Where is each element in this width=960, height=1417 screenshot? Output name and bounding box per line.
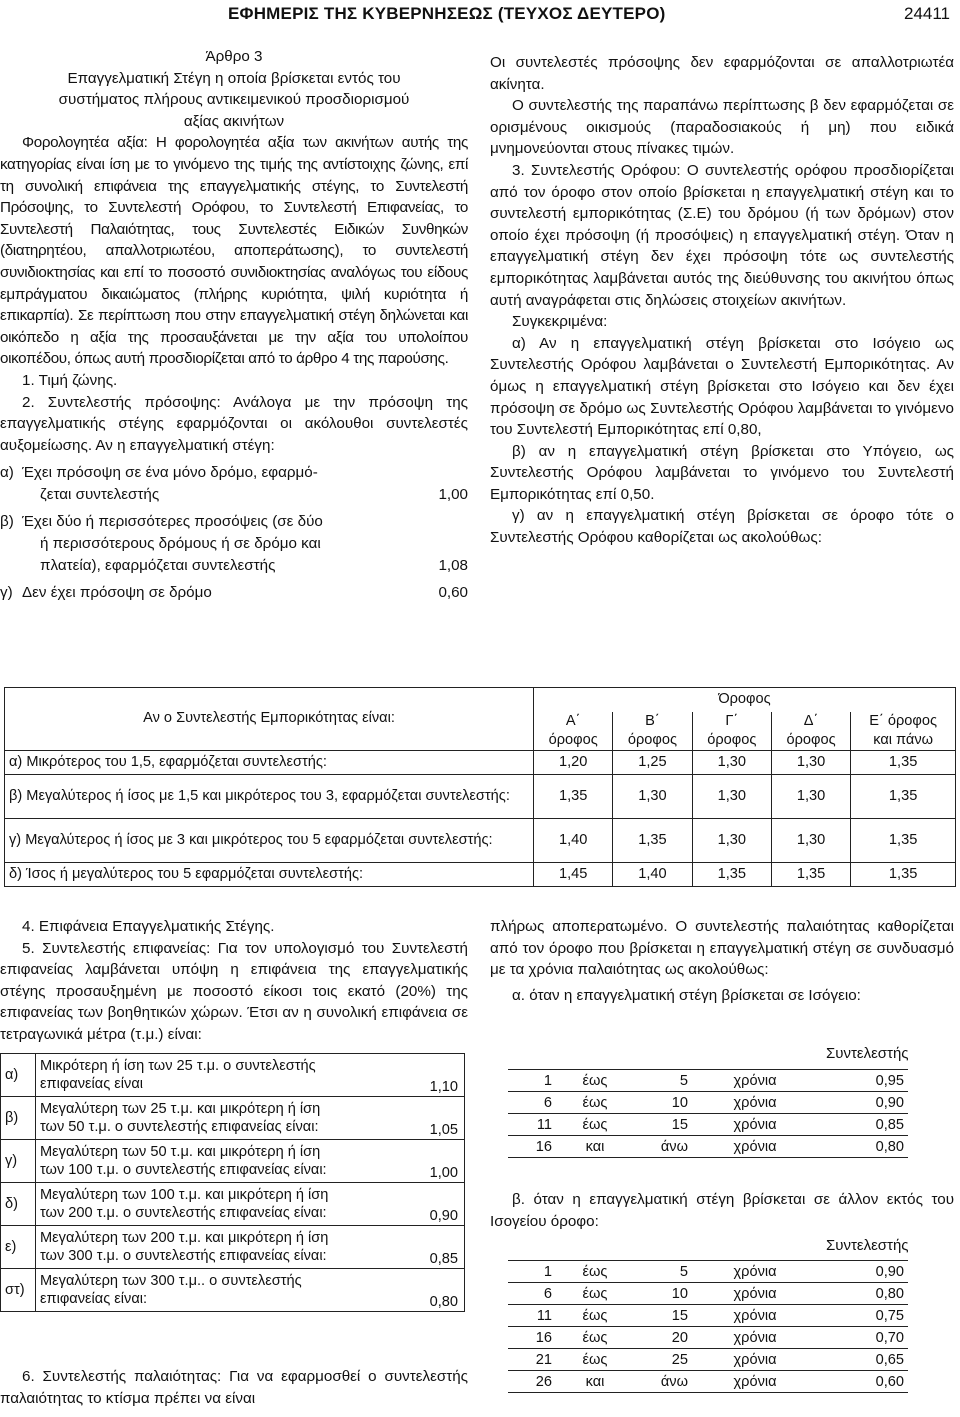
table-cell: 1,45	[534, 862, 613, 886]
article-heading: Άρθρο 3	[205, 48, 263, 65]
table-cell: 1,35	[851, 774, 956, 818]
row-label: δ) Ίσος ή μεγαλύτερος του 5 εφαρμόζεται συντελεστής:	[5, 862, 534, 886]
row-label: γ) Μεγαλύτερος ή ίσος με 3 και μικρότερος του 5 εφαρμόζεται συντελεστής:	[5, 818, 534, 862]
paragraph: Ο συντελεστής της παραπάνω περίπτωσης β δεν εφαρμόζεται σε ορισμένους οικισμούς (παραδοσιακούς ή μη) που ειδικά μνημονεύονται στους πίνακες τιμών.	[490, 97, 954, 158]
floor-coefficient-table	[4, 687, 956, 887]
left-column-top	[0, 46, 468, 604]
coefficient-label: Συντελεστής	[826, 1237, 909, 1254]
table-row	[1, 1269, 465, 1312]
table-cell: 1,30	[771, 774, 850, 818]
frontage-list	[0, 462, 468, 604]
table-row: 6 έως 10 χρόνια 0,90	[508, 1092, 908, 1114]
row-value: 1,10	[414, 1054, 465, 1097]
table-row: 16 και άνω χρόνια 0,80	[508, 1136, 908, 1158]
item-2: 2. Συντελεστής πρόσοψης: Ανάλογα με την πρόσοψη της επαγγελματικής στέγης εφαρμόζονται οι ακόλουθοι συντελεστές αυξομείωσης. Αν η επαγγελματική στέγη:	[0, 393, 468, 454]
item-mark: β)	[0, 513, 14, 531]
row-text: Μεγαλύτερη των 300 τ.μ.. ο συντελεστής	[40, 1273, 302, 1289]
gazette-title: ΕΦΗΜΕΡΙΣ ΤΗΣ ΚΥΒΕΡΝΗΣΕΩΣ (ΤΕΥΧΟΣ ΔΕΥΤΕΡΟ)	[228, 4, 666, 23]
paragraph: Συγκεκριμένα:	[512, 313, 608, 331]
item-text: ζεται συντελεστής	[40, 485, 160, 503]
table-cell: 1,35	[771, 862, 850, 886]
age-table-upper	[508, 1260, 908, 1393]
table-row	[5, 750, 956, 774]
table-row: 1 έως 5 χρόνια 0,90	[508, 1261, 908, 1283]
row-value: 0,85	[414, 1226, 465, 1269]
frontage-item-b	[0, 511, 468, 576]
table-cell: 1,30	[771, 818, 850, 862]
article-subtitle-1: Επαγγελματική Στέγη η οποία βρίσκεται εντός του	[67, 69, 401, 87]
item-6: 6. Συντελεστής παλαιότητας: Για να εφαρμοσθεί ο συντελεστής παλαιότητας το κτίσμα πρέπει να είναι	[0, 1368, 468, 1407]
table-row	[1, 1140, 465, 1183]
item-value: 1,08	[438, 556, 468, 574]
row-mark: α)	[1, 1054, 36, 1097]
row-text: των 200 τ.μ. ο συντελεστής επιφανείας είναι:	[40, 1205, 327, 1221]
row-text: Μεγαλύτερη των 100 τ.μ. και μικρότερη ή ίση	[40, 1187, 329, 1203]
table-row	[1, 1097, 465, 1140]
table-cell: 1,30	[692, 774, 771, 818]
table-row: 16 έως 20 χρόνια 0,70	[508, 1327, 908, 1349]
row-value: 1,05	[414, 1097, 465, 1140]
item-value: 0,60	[438, 584, 468, 602]
table-cell: 1,35	[851, 862, 956, 886]
row-text: Μεγαλύτερη των 200 τ.μ. και μικρότερη ή ίση	[40, 1230, 329, 1246]
article-subtitle-3: αξίας ακινήτων	[183, 112, 285, 130]
item-mark: γ)	[0, 584, 13, 602]
age-table-ground	[508, 1069, 908, 1158]
right-column-bottom	[490, 916, 954, 1006]
row-label: β) Μεγαλύτερος ή ίσος με 1,5 και μικρότερος του 3, εφαρμόζεται συντελεστής:	[5, 774, 534, 818]
row-mark: δ)	[1, 1183, 36, 1226]
taxable-value-paragraph: Φορολογητέα αξία: Η φορολογητέα αξία των ακινήτων αυτής της κατηγορίας είναι ίση με το γινόμενο της τιμής της αντίστοιχης ζώνης, επί τη συνολική επιφάνεια της επαγγελματικής στέγης, το Συντελεστή Πρόσοψης, το Συντελεστή Ορόφου, το Συντελεστή Επιφανείας, το Συντελεστή Παλαιότητας, τους Συντελεστές Ειδικών Συνθηκών (διατηρητέου, απαλλοτριωτέου, αποπεράτωσης), το συντελεστή συνιδιοκτησίας και επί το ποσοστό συνιδιοκτησίας αναλόγως του είδους εμπράγματου δικαιώματος (πλήρης κυριότητα, ψιλή κυριότητα ή επικαρπία). Σε περίπτωση που στην επαγγελματική στέγη δηλώνεται και οικόπεδο η αξία της προσαυξάνεται με την αξία του υπολοίπου οικοπέδου, όπως αυτή προσδιορίζεται από το άρθρο 4 της παρούσης.	[0, 134, 468, 368]
item-5: 5. Συντελεστής επιφανείας: Για τον υπολογισμό του Συντελεστή επιφανείας λαμβάνεται υπόψη η επιφάνεια της επαγγελματικής στέγης προσαυξημένη με ποσοστό είκοσι τοις εκατό (20%) της επιφανείας των βοηθητικών χώρων. Έτσι αν η συνολική επιφάνεια σε τετραγωνικά μέτρα (τ.μ.) είναι:	[0, 939, 468, 1043]
paragraph: πλήρως αποπερατωμένο. Ο συντελεστής παλαιότητας καθορίζεται από τον όροφο που βρίσκεται η επαγγελματική στέγη σε συνδυασμό με τα χρόνια παλαιότητας ως ακολούθως:	[490, 918, 954, 979]
table-cell: 1,35	[534, 774, 613, 818]
paragraph: γ) αν η επαγγελματική στέγη βρίσκεται σε όροφο τότε ο Συντελεστής Ορόφου καθορίζεται ως ακολούθως:	[490, 507, 954, 547]
table-cell: 1,35	[851, 750, 956, 774]
table-cell: 1,20	[534, 750, 613, 774]
table-cell: 1,35	[692, 862, 771, 886]
paragraph: α) Αν η επαγγελματική στέγη βρίσκεται στο Ισόγειο ως Συντελεστής Ορόφου λαμβάνεται ο Συντελεστή Εμπορικότητας. Αν όμως η επαγγελματική στέγη βρίσκεται στο Ισόγειο και δεν έχει πρόσοψη σε δρόμο ως Συντελεστής Ορόφου λαμβάνεται το γινόμενο του Συντελεστή Εμπορικότητας επί 0,80,	[490, 334, 954, 439]
item-text: ή περισσότερους δρόμους ή σε δρόμο και	[40, 535, 321, 553]
row-text: Μεγαλύτερη των 25 τ.μ. και μικρότερη ή ίση	[40, 1101, 321, 1117]
table-cell: 1,40	[613, 862, 692, 886]
table-cell: 1,30	[771, 750, 850, 774]
table-cell: 1,40	[534, 818, 613, 862]
table-row	[5, 818, 956, 862]
table-cell: 1,30	[613, 774, 692, 818]
table-row: 1 έως 5 χρόνια 0,95	[508, 1070, 908, 1092]
row-value: 1,00	[414, 1140, 465, 1183]
table-row	[5, 862, 956, 886]
ground-floor-title: α. όταν η επαγγελματική στέγη βρίσκεται σε Ισόγειο:	[512, 986, 861, 1004]
row-text: των 300 τ.μ. ο συντελεστής επιφανείας είναι:	[40, 1248, 327, 1264]
table-cell: 1,30	[692, 818, 771, 862]
item-1: 1. Τιμή ζώνης.	[22, 371, 118, 389]
row-text: επιφανείας είναι	[40, 1076, 144, 1092]
column-header: Α΄ όροφος	[534, 712, 613, 751]
table-row: 11 έως 15 χρόνια 0,85	[508, 1114, 908, 1136]
right-column-top	[490, 52, 954, 549]
table-row	[1, 1054, 465, 1097]
left-column-footer	[0, 1366, 468, 1409]
paragraph: Οι συντελεστές πρόσοψης δεν εφαρμόζονται σε απαλλοτριωτέα ακίνητα.	[490, 54, 954, 93]
column-header: Β΄ όροφος	[613, 712, 692, 751]
row-text: Μικρότερη ή ίση των 25 τ.μ. ο συντελεστής	[40, 1058, 316, 1074]
item-text: Έχει πρόσοψη σε ένα μόνο δρόμο, εφαρμό-	[22, 464, 318, 482]
page-number: 24411	[903, 4, 950, 23]
page-header	[0, 4, 960, 30]
item-text: πλατεία), εφαρμόζεται συντελεστής	[40, 556, 276, 574]
table-row	[1, 1183, 465, 1226]
table-row: 6 έως 10 χρόνια 0,80	[508, 1283, 908, 1305]
table-group-header: Όροφος	[534, 688, 956, 712]
row-mark: β)	[1, 1097, 36, 1140]
row-value: 0,80	[414, 1269, 465, 1312]
item-text: Δεν έχει πρόσοψη σε δρόμο	[22, 584, 212, 602]
article-subtitle-2: συστήματος πλήρους αντικειμενικού προσδιορισμού	[58, 91, 410, 109]
paragraph: β) αν η επαγγελματική στέγη βρίσκεται στο Υπόγειο, ως Συντελεστής Ορόφου λαμβάνεται το γινόμενο του Συντελεστή Εμπορικότητας επί 0,50.	[490, 442, 954, 503]
upper-floor-title: β. όταν η επαγγελματική στέγη βρίσκεται σε άλλον εκτός του Ισογείου όροφο:	[490, 1191, 954, 1230]
coefficient-label: Συντελεστής	[826, 1045, 909, 1062]
table-row: 11 έως 15 χρόνια 0,75	[508, 1305, 908, 1327]
item-text: Έχει δύο ή περισσότερες προσόψεις (σε δύο	[22, 513, 323, 531]
row-value: 0,90	[414, 1183, 465, 1226]
item-mark: α)	[0, 464, 14, 482]
floor-coefficient-paragraph: 3. Συντελεστής Ορόφου: Ο συντελεστής ορόφου προσδιορίζεται από τον όροφο στον οποίο βρίσκεται η επαγγελματική στέγη και το συντελεστή εμπορικότητας (Σ.Ε) του δρόμου (ή των δρόμων) στον οποίο έχει πρόσοψη (ή προσόψεις) η επαγγελματική στέγη. Όταν η επαγγελματική στέγη δεν έχει πρόσοψη τότε ως συντελεστής εμπορικότητας λαμβάνεται αυτός της διεύθυνσης του ακινήτου όπως αυτή αναγράφεται στις δηλώσεις στοιχείων ακινήτων.	[490, 161, 954, 309]
item-4: 4. Επιφάνεια Επαγγελματικής Στέγης.	[22, 918, 275, 935]
table-cell: 1,30	[692, 750, 771, 774]
row-text: των 50 τ.μ. ο συντελεστής επιφανείας είναι:	[40, 1119, 319, 1135]
table-cell: 1,35	[613, 818, 692, 862]
row-mark: στ)	[1, 1269, 36, 1312]
table-row-header: Αν ο Συντελεστής Εμπορικότητας είναι:	[5, 688, 534, 751]
row-mark: γ)	[1, 1140, 36, 1183]
table-row: 26 και άνω χρόνια 0,60	[508, 1371, 908, 1393]
column-header: Ε΄ όροφος και πάνω	[851, 712, 956, 751]
table-row	[1, 1226, 465, 1269]
row-text: των 100 τ.μ. ο συντελεστής επιφανείας είναι:	[40, 1162, 327, 1178]
frontage-item-c	[0, 582, 468, 604]
table-row	[5, 774, 956, 818]
table-cell: 1,35	[851, 818, 956, 862]
column-header: Δ΄ όροφος	[771, 712, 850, 751]
row-mark: ε)	[1, 1226, 36, 1269]
table-cell: 1,25	[613, 750, 692, 774]
row-text: Μεγαλύτερη των 50 τ.μ. και μικρότερη ή ίση	[40, 1144, 321, 1160]
left-column-bottom	[0, 916, 468, 1046]
column-header: Γ΄ όροφος	[692, 712, 771, 751]
upper-floor-block	[490, 1189, 954, 1232]
area-coefficient-table	[0, 1053, 465, 1312]
row-label: α) Μικρότερος του 1,5, εφαρμόζεται συντελεστής:	[5, 750, 534, 774]
frontage-item-a	[0, 462, 468, 505]
table-row: 21 έως 25 χρόνια 0,65	[508, 1349, 908, 1371]
row-text: επιφανείας είναι:	[40, 1291, 148, 1307]
item-value: 1,00	[438, 485, 468, 503]
